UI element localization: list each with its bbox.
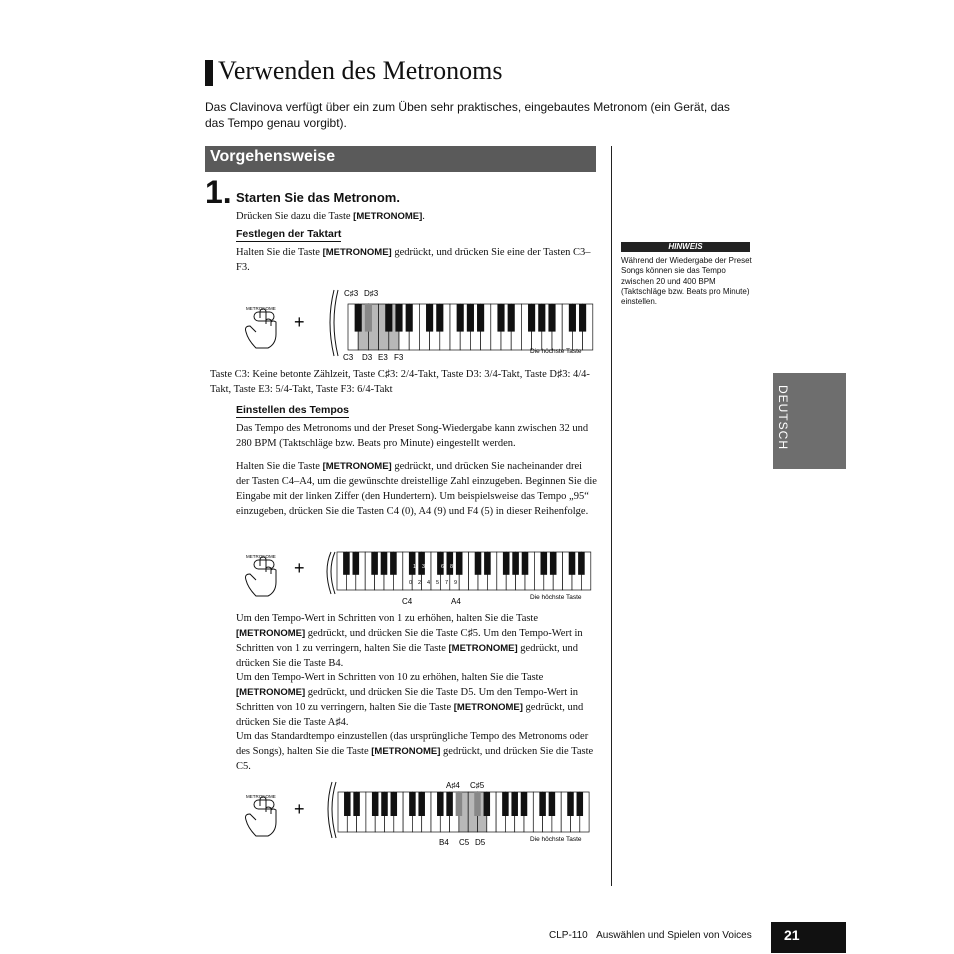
- black-key: [502, 792, 509, 816]
- black-key: [353, 792, 360, 816]
- step-instruction: Drücken Sie dazu die Taste [METRONOME].: [236, 211, 425, 222]
- metronome-button-icon: [246, 306, 277, 348]
- black-key: [541, 552, 548, 575]
- intro-paragraph: Das Clavinova verfügt über ein zum Üben sehr praktisches, eingebautes Metronom (ein Gerät, das das Tempo genau vorgibt).: [205, 100, 730, 130]
- time-signature-paragraph: Halten Sie die Taste [METRONOME] gedrückt, und drücken Sie eine der Tasten C3–F3.: [236, 247, 591, 273]
- black-key: [381, 552, 388, 575]
- black-key: [353, 552, 360, 575]
- black-key: [477, 304, 484, 332]
- label-e3: E3: [378, 353, 388, 362]
- language-tab-label: DEUTSCH: [776, 385, 790, 451]
- black-key: [511, 792, 518, 816]
- black-key: [512, 552, 519, 575]
- digit-label-top: 8: [450, 564, 454, 570]
- black-key: [426, 304, 433, 332]
- metronome-button-icon: [246, 554, 277, 596]
- metronome-button-icon: [246, 794, 277, 836]
- svg-text:METRONOME: METRONOME: [246, 554, 276, 559]
- note-label: HINWEIS: [621, 242, 750, 252]
- black-key: [390, 552, 397, 575]
- black-key: [569, 304, 576, 332]
- black-key: [521, 792, 528, 816]
- note-text: Während der Wiedergabe der Preset Songs können sie das Tempo zwischen 20 und 400 BPM (Taktschläge bzw. Beats pro Minute) einstellen.: [621, 256, 752, 307]
- label-d-sharp-3: D♯3: [364, 289, 379, 298]
- black-key: [437, 792, 444, 816]
- digit-label-bottom: 0: [409, 580, 413, 586]
- digit-label-bottom: 9: [454, 580, 458, 586]
- plus-sign: +: [294, 799, 305, 819]
- black-key: [550, 552, 557, 575]
- step-title: Starten Sie das Metronom.: [236, 190, 400, 205]
- highest-key-label: Die höchste Taste: [530, 836, 582, 843]
- black-key: [484, 792, 491, 816]
- black-key: [569, 552, 576, 575]
- label-c-sharp-5: C♯5: [470, 781, 485, 790]
- black-key: [467, 304, 474, 332]
- digit-label-top: 3: [422, 564, 426, 570]
- digit-label-bottom: 2: [418, 580, 422, 586]
- black-key: [381, 792, 388, 816]
- black-key: [355, 304, 362, 332]
- black-key: [406, 304, 413, 332]
- column-divider: [611, 146, 612, 886]
- plus-sign: +: [294, 558, 305, 578]
- black-key: [365, 304, 372, 332]
- black-key: [456, 792, 463, 816]
- black-key: [522, 552, 529, 575]
- black-key: [528, 304, 535, 332]
- black-key: [579, 304, 586, 332]
- label-c-sharp-3: C♯3: [344, 289, 359, 298]
- plus-sign: +: [294, 312, 305, 332]
- piano-keyboard: [337, 552, 591, 590]
- black-key: [372, 792, 379, 816]
- black-key: [538, 304, 545, 332]
- black-key: [549, 792, 556, 816]
- keyboard-diagram-tempo-adjust: [230, 776, 600, 850]
- black-key: [497, 304, 504, 332]
- label-c3: C3: [343, 353, 354, 362]
- black-key: [395, 304, 402, 332]
- label-a-sharp-4: A♯4: [446, 781, 460, 790]
- piano-keyboard: [338, 792, 589, 832]
- keyboard-diagram-tempo-digits: [230, 544, 600, 610]
- highest-key-label: Die höchste Taste: [530, 594, 582, 601]
- black-key: [343, 552, 350, 575]
- piano-keyboard: [348, 304, 593, 350]
- standard-tempo-paragraph: Um das Standardtempo einzustellen (das ursprüngliche Tempo des Metronoms oder des Songs), halten Sie die Taste [METRONOME] gedrückt, und drücken Sie die Taste C5.: [236, 731, 594, 772]
- footer-model: CLP-110: [549, 930, 588, 941]
- svg-text:METRONOME: METRONOME: [246, 794, 276, 799]
- black-key: [567, 792, 574, 816]
- black-key: [503, 552, 510, 575]
- page-number-box: [771, 922, 846, 953]
- black-key: [418, 792, 425, 816]
- increment-by-ten-paragraph: Um den Tempo-Wert in Schritten von 10 zu erhöhen, halten Sie die Taste [METRONOME] gedrückt, und drücken Sie die Taste D5. Um den Tempo-Wert in Schritten von 10 zu verringern, halten Sie die Taste [METRONOME] gedrückt, und drücken Sie die Taste A♯4.: [236, 672, 584, 728]
- black-key: [409, 792, 416, 816]
- digit-label-bottom: 5: [436, 580, 440, 586]
- tempo-range-paragraph: Das Tempo des Metronoms und der Preset Song-Wiedergabe kann zwischen 32 und 280 BPM (Taktschläge bzw. Beats pro Minute) eingestellt werden.: [236, 423, 589, 449]
- black-key: [474, 792, 481, 816]
- step-number: 1.: [205, 174, 232, 210]
- black-key: [344, 792, 351, 816]
- black-key: [446, 792, 453, 816]
- svg-text:METRONOME: METRONOME: [246, 306, 276, 311]
- black-key: [371, 552, 378, 575]
- beat-description: Taste C3: Keine betonte Zählzeit, Taste C♯3: 2/4-Takt, Taste D3: 3/4-Takt, Taste D♯3: 4/4-Takt, Taste E3: 5/4-Takt, Taste F3: 6/4-Takt: [210, 369, 590, 395]
- subheading-time-signature: Festlegen der Taktart: [236, 228, 342, 240]
- label-b4: B4: [439, 838, 449, 847]
- label-d3: D3: [362, 353, 373, 362]
- digit-label-top: 6: [441, 564, 445, 570]
- label-d5: D5: [475, 838, 486, 847]
- black-key: [457, 304, 464, 332]
- black-key: [385, 304, 392, 332]
- page-title: Verwenden des Metronoms: [218, 56, 503, 85]
- keyboard-diagram-time-signature: [230, 282, 600, 364]
- black-key: [456, 552, 463, 575]
- title-bar-marker: [205, 60, 213, 86]
- black-key: [578, 552, 585, 575]
- black-key: [548, 304, 555, 332]
- label-c4: C4: [402, 597, 413, 606]
- subheading-tempo: Einstellen des Tempos: [236, 404, 350, 416]
- black-key: [539, 792, 546, 816]
- label-f3: F3: [394, 353, 404, 362]
- highest-key-label: Die höchste Taste: [530, 348, 582, 355]
- black-key: [508, 304, 515, 332]
- page-number: 21: [784, 927, 800, 943]
- digit-label-top: 1: [413, 564, 417, 570]
- black-key: [577, 792, 584, 816]
- black-key: [436, 304, 443, 332]
- label-a4: A4: [451, 597, 461, 606]
- black-key: [484, 552, 491, 575]
- footer-text: [549, 930, 752, 941]
- digit-label-bottom: 7: [445, 580, 449, 586]
- increment-by-one-paragraph: Um den Tempo-Wert in Schritten von 1 zu erhöhen, halten Sie die Taste [METRONOME] gedrückt, und drücken Sie die Taste C♯5. Um den Tempo-Wert in Schritten von 1 zu verringern, halten Sie die Taste [METRONOME] gedrückt, und drücken Sie die Taste B4.: [236, 613, 583, 669]
- label-c5: C5: [459, 838, 470, 847]
- digit-label-bottom: 4: [427, 580, 431, 586]
- footer-chapter: Auswählen und Spielen von Voices: [596, 930, 752, 941]
- black-key: [391, 792, 398, 816]
- black-key: [475, 552, 482, 575]
- tempo-input-paragraph: Halten Sie die Taste [METRONOME] gedrückt, und drücken Sie nacheinander drei der Tasten C4–A4, um die gewünschte dreistellige Zahl einzugeben. Beginnen Sie die Eingabe mit der linken Ziffer (den Hundertern). Um beispielsweise das Tempo „95“ einzugeben, drücken Sie die Tasten C4 (0), A4 (9) und F4 (5) in dieser Reihenfolge.: [236, 461, 597, 517]
- section-title: Vorgehensweise: [210, 148, 336, 165]
